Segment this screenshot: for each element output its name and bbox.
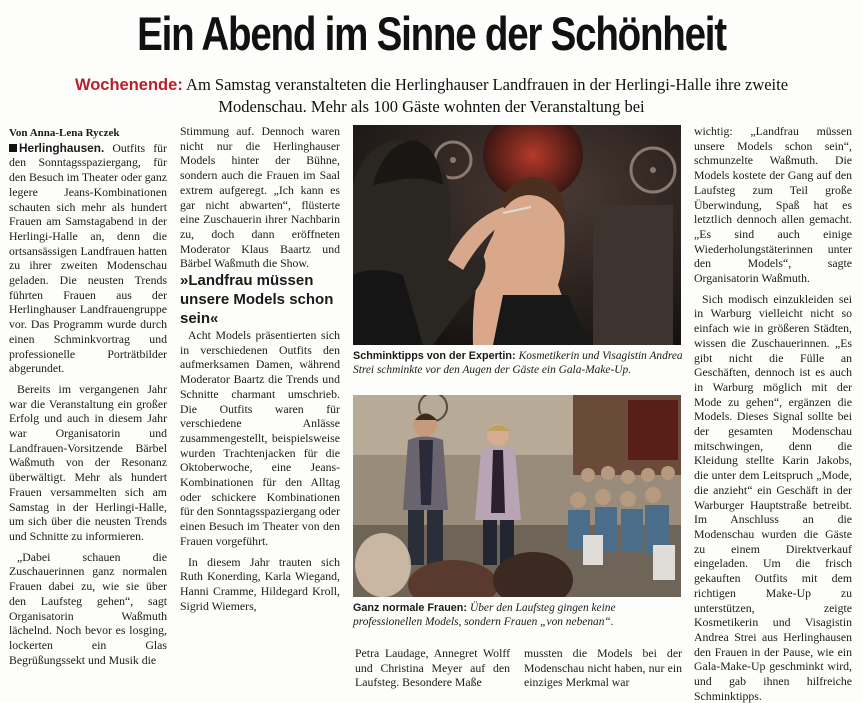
byline: Von Anna-Lena Ryczek (9, 127, 120, 139)
article-column-4 (524, 646, 682, 690)
paragraph: Petra Laudage, Annegret Wolff und Christina Meyer auf den Laufsteg. Besondere Maße (355, 646, 510, 690)
paragraph-text: Outfits für den Sonntagsspaziergang, für den Besuch im Theater oder ganz legere Jeans-Kombinationen schauten sich mehr als hundert Frauen am Samstagabend in der Herlingi-Halle an, denn die ortsansässigen Landfrauen hatten zu ihrer zweiten Modenschau geladen. Die neusten Trends führten Frauen aus der Herlinghauser Landfrauengruppe vor. Das Programm wurde durch einen Schminkvortrag und professionelle Porträtbilder abgerundet. (9, 140, 167, 376)
caption-lead: Schminktipps von der Expertin: (353, 350, 516, 362)
paragraph: In diesem Jahr trauten sich Ruth Konerding, Karla Wiegand, Hanni Cramme, Hildegard Kroll, Sigrid Wiemers, (180, 554, 340, 613)
caption-text: Kosmetikerin und Visagistin Andrea Strei schminkte vor den Augen der Gäste ein Gala-Make-Up. (353, 350, 683, 376)
article-column-2 (180, 124, 340, 613)
article-column-1 (9, 126, 167, 667)
dateline: Herlinghausen. (19, 140, 105, 155)
photo-makeup (353, 125, 681, 345)
subline-kicker: Wochenende: (74, 76, 183, 94)
paragraph: wichtig: „Landfrau müssen unsere Models schon sein“, schmunzelte Waßmuth. Die Models kostete der Gang auf den Laufsteg zum Teil große Überwindung, Spaß hat es letztlich dennoch allen gemacht. „Es sind auch einige Wiederholungstäterinnen unter den Models“, sagte Organisatorin Waßmuth. (694, 124, 852, 286)
paragraph: mussten die Models bei der Modenschau nicht haben, nur ein einziges Merkmal war (524, 646, 682, 690)
subline (60, 74, 803, 117)
article-column-3 (355, 646, 510, 690)
caption-text: Über den Laufsteg gingen keine professionellen Models, sondern Frauen „von nebenan“. (353, 602, 616, 628)
headline: Ein Abend im Sinne der Schönheit (137, 7, 726, 60)
caption-lead: Ganz normale Frauen: (353, 602, 467, 614)
photo-runway-caption (353, 601, 683, 629)
paragraph: Stimmung auf. Dennoch waren nicht nur die Herlinghauser Models hinter der Bühne, sondern auch die Frauen im Saal extrem aufgeregt. „Ich kann es gar nicht abwarten“, flüsterte eine Zuschauerin ihrer Nachbarin zu, doch dann eröffneten Moderator Klaus Baartz und Bärbel Waßmuth die Show. (180, 124, 340, 271)
photo-runway-illustration (353, 395, 681, 597)
subline-text: Am Samstag veranstalteten die Herlinghauser Landfrauen in der Herlingi-Halle ihre zweite Modenschau. Mehr als 100 Gäste wohnten der Veranstaltung bei (186, 75, 789, 116)
paragraph (9, 141, 167, 376)
photo-makeup-illustration (353, 125, 681, 345)
section-marker-icon (9, 144, 17, 152)
photo-makeup-caption (353, 349, 683, 377)
paragraph: Sich modisch einzukleiden sei in Warburg vielleicht nicht so einfach wie in größeren Städten, wissen die Zuschauerinnen. „Es gibt nicht die Fülle an Geschäften, dennoch ist es auch in Warburg möglich mit der Mode zu gehen“, ergänzen die Models. Dieses Signal sollte bei der gesamten Modenschau mitschwingen, denn die Kleidung stellte Karin Jakobs, die unter dem Leitspruch „Mode, die anzieht“ ein Geschäft in der Warburger Hauptstraße betreibt. Im Anschluss an die Modenschau wurden die Gäste zu einem Direktverkauf eingeladen. Um die frisch gekauften Outfits mit dem richtigen Make-Up zu unterstützen, zeigte Kosmetikerin und Visagistin Andrea Strei aus Herlinghausen den Frauen in der Pause, wie ein Gala-Make-Up geschminkt wird, und gab ihnen hilfreiche Schminktipps. (694, 291, 852, 703)
paragraph: Bereits im vergangenen Jahr war die Veranstaltung ein großer Erfolg und auch in diesem Jahr war Organisatorin und Landfrauen-Vorsitzende Bärbel Waßmuth von der Resonanz überwältigt. Mehr als hundert Frauen versammelten sich am Samstag in der Herlingi-Halle, um sich über die neusten Trends und Schnitte zu informieren. (9, 381, 167, 543)
photo-runway (353, 395, 681, 597)
paragraph: Acht Models präsentierten sich in verschiedenen Outfits den aufmerksamen Damen, während Moderator Baartz die Trends und Schnitte charmant umschrieb. Die Outfits waren für verschiedene Anlässe zusammengestellt, beispielsweise wurden Trachtenjacken für die Oktoberwoche, eine Jeans-Kombinationen für den Alltag oder schickere Kombinationen für den Sonntagsspaziergang oder einen Besuch im Theater von den Frauen vorgeführt. (180, 328, 340, 548)
article-column-5 (694, 124, 852, 703)
paragraph: „Dabei schauen die Zuschauerinnen ganz normalen Frauen dabei zu, wie sie über den Laufsteg gehen“, sagt Organisatorin Waßmuth lächelnd. Noch bevor es losging, lockerten ein Glas Begrüßungssekt und Musik die (9, 549, 167, 667)
pull-quote: »Landfrau müssen unsere Models schon sein« (180, 272, 334, 328)
